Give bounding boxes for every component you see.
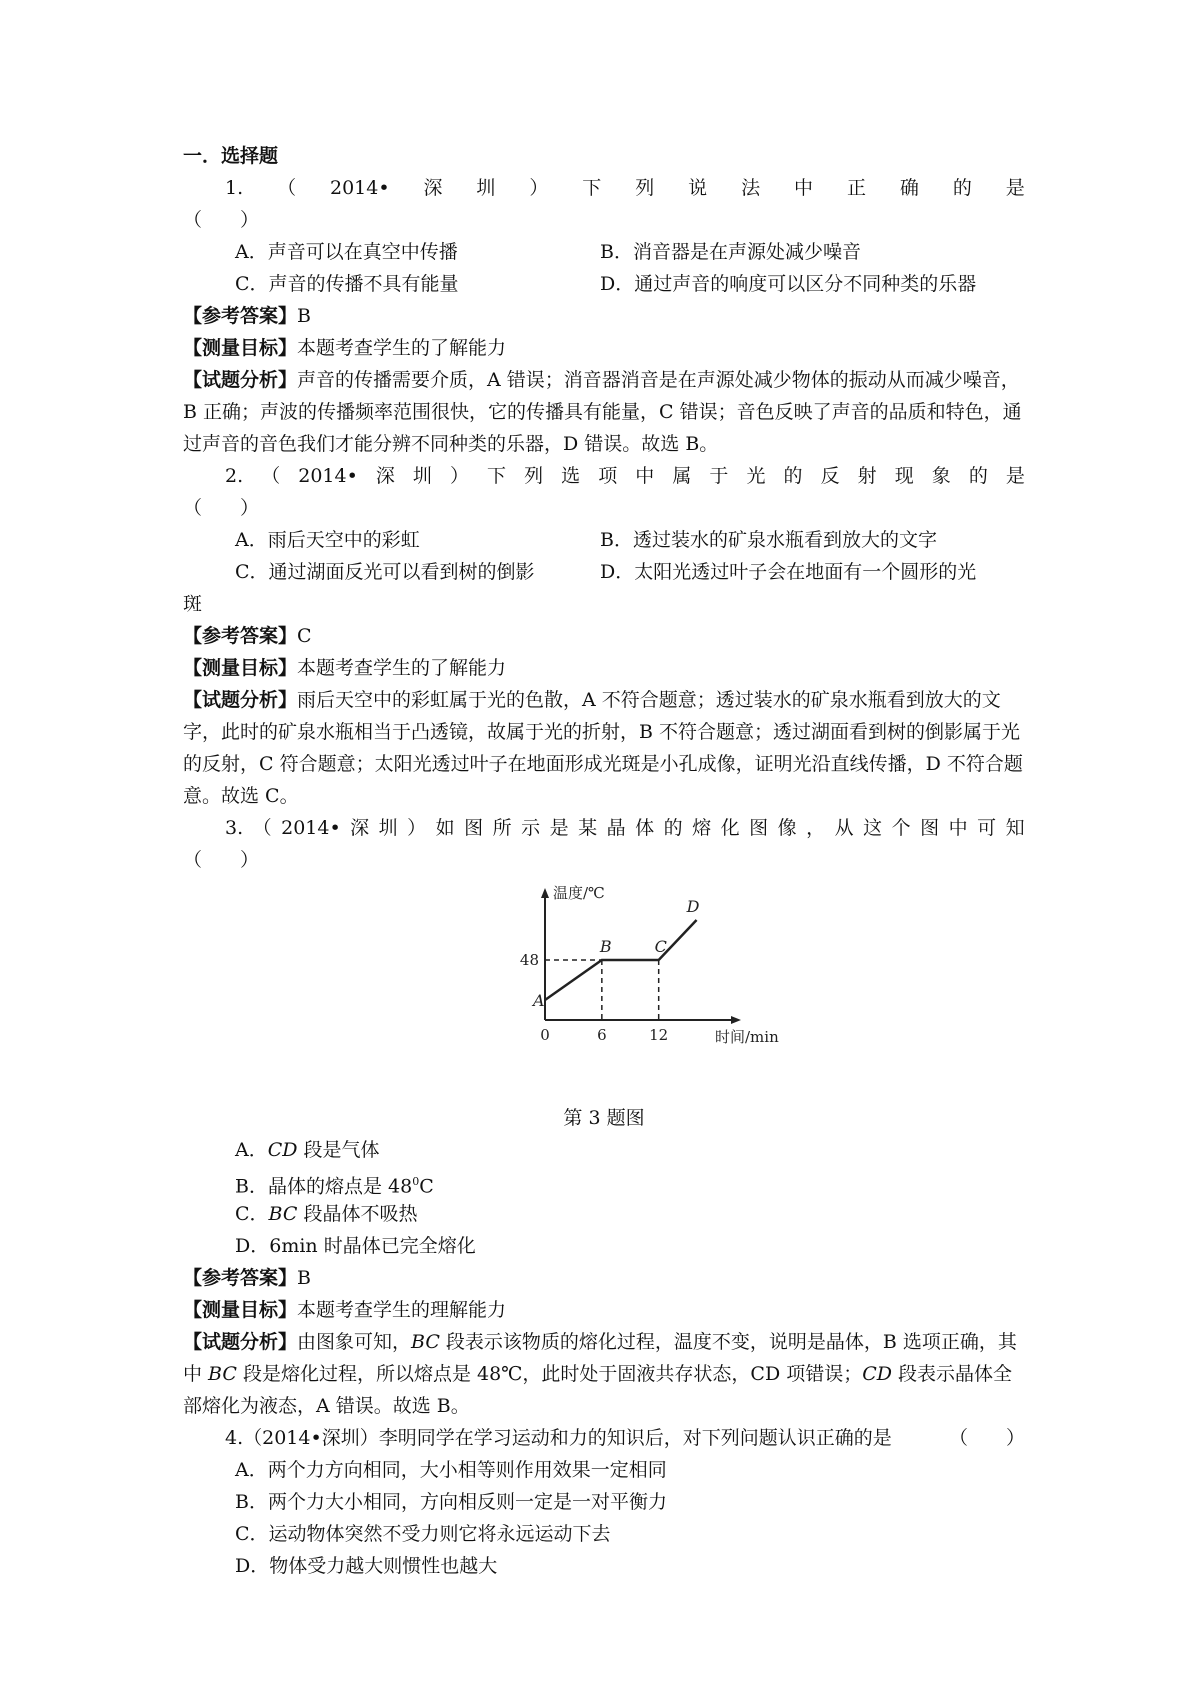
q1-stem-char: 确 [899, 177, 919, 199]
y-tick-label: 48 [519, 951, 539, 969]
point-label-b: B [599, 937, 612, 956]
q3-stem-char: 从 [834, 817, 854, 839]
q2-stem-char: 的 [783, 465, 803, 487]
q2-stem-char: 中 [635, 465, 655, 487]
q3-stem-char: 圳 [378, 817, 398, 839]
q1-stem-char: 深 [423, 177, 443, 199]
q3-stem-char: 熔 [692, 817, 712, 839]
q3-option-a-italic: CD [267, 1139, 298, 1161]
q2-stem-char: 光 [746, 465, 766, 487]
q4-option-c: C．运动物体突然不受力则它将永远运动下去 [235, 1523, 611, 1545]
q1-stem-char: 圳 [476, 177, 496, 199]
q1-stem-char: 1. [225, 177, 244, 199]
q3-option-c-text: 段晶体不吸热 [297, 1203, 418, 1225]
q3-analysis-italic-1: BC [411, 1331, 440, 1353]
q4-option-b: B．两个力大小相同，方向相反则一定是一对平衡力 [235, 1491, 667, 1513]
q2-target-value: 本题考查学生的了解能力 [297, 657, 507, 679]
q2-stem-char: 深 [375, 465, 395, 487]
q3-option-a-text: 段是气体 [297, 1139, 380, 1161]
q4-paren: （ ） [948, 1427, 1025, 1449]
q3-analysis-italic-3: CD [862, 1363, 893, 1385]
x-tick-label: 0 [540, 1026, 550, 1044]
q3-stem-char: 3. [225, 817, 244, 839]
q3-stem-char: 图 [749, 817, 769, 839]
q2-stem-char: 是 [1005, 465, 1025, 487]
point-label-d: D [686, 897, 700, 916]
q4-stem [183, 1422, 1025, 1454]
q2-answer-label: 【参考答案】 [183, 625, 298, 647]
q3-paren: （ ） [183, 849, 260, 871]
q2-stem-char: 2. [225, 465, 244, 487]
q2-stem-char: 现 [894, 465, 914, 487]
q2-stem-char: （ [261, 465, 281, 487]
q3-stem-char: 2014• [281, 817, 341, 839]
section-title: 一．选择题 [183, 145, 279, 167]
q3-option-b-text: B．晶体的熔点是 48 [235, 1175, 413, 1198]
q2-option-d-cont: 斑 [183, 593, 203, 615]
q3-stem-char: （ [252, 817, 272, 839]
q3-option-c [183, 1198, 1025, 1230]
q2-answer-value: C [297, 625, 312, 647]
x-tick-label: 12 [649, 1026, 669, 1044]
q2-stem-char: 于 [709, 465, 729, 487]
q3-stem-char: 体 [635, 817, 655, 839]
q1-stem-char: 是 [1005, 177, 1025, 199]
q3-stem-char: 可 [977, 817, 997, 839]
q1-target [183, 332, 1025, 364]
q2-option-b: B．透过装水的矿泉水瓶看到放大的文字 [600, 529, 937, 551]
q3-stem-char: 如 [435, 817, 455, 839]
point-label-c: C [654, 937, 667, 956]
q2-option-d: D．太阳光透过叶子会在地面有一个圆形的光 [600, 561, 977, 583]
q3-stem-char: 图 [464, 817, 484, 839]
q3-target-label: 【测量目标】 [183, 1299, 298, 1321]
q3-target [183, 1294, 1025, 1326]
q2-option-c: C．通过湖面反光可以看到树的倒影 [235, 561, 535, 583]
q3-option-b-unit: C [419, 1175, 434, 1198]
q2-analysis [183, 684, 1025, 812]
q1-stem-char: 法 [741, 177, 761, 199]
q4-option-a: A．两个力方向相同，大小相等则作用效果一定相同 [235, 1459, 667, 1481]
melting-curve-chart [503, 882, 779, 1052]
q1-stem-char: 2014• [330, 177, 390, 199]
q2-options-row1 [183, 524, 1025, 556]
q3-option-c-italic: BC [268, 1203, 298, 1225]
q2-paren: （ ） [183, 497, 260, 519]
q2-stem-char: 属 [672, 465, 692, 487]
q3-answer-value: B [297, 1267, 311, 1289]
q2-stem-char: 圳 [412, 465, 432, 487]
y-axis-arrow [541, 888, 549, 898]
q1-paren: （ ） [183, 209, 260, 231]
q2-stem-char: 项 [598, 465, 618, 487]
q3-analysis-text-4: 段表示晶体全部熔化为液态，A 错误。故选 B。 [183, 1363, 1013, 1417]
q1-option-d: D．通过声音的响度可以区分不同种类的乐器 [600, 273, 977, 295]
q2-target-label: 【测量目标】 [183, 657, 298, 679]
q3-stem-char: 某 [578, 817, 598, 839]
q1-options-row1 [183, 236, 1025, 268]
q3-answer [183, 1262, 1025, 1294]
q2-stem-char: 列 [524, 465, 544, 487]
q3-stem [183, 812, 1025, 844]
point-label-a: A [533, 991, 545, 1010]
x-axis-label: 时间/min [715, 1028, 779, 1046]
q3-stem-char: 的 [663, 817, 683, 839]
q3-figure-caption: 第 3 题图 [563, 1107, 645, 1129]
q3-option-c-prefix: C． [235, 1203, 269, 1225]
q1-analysis-text: 声音的传播需要介质，A 错误；消音器消音是在声源处减少物体的振动从而减少噪音，B 正确；声波的传播频率范围很快，它的传播具有能量，C 错误；音色反映了声音的品质和特色，通过声音的音色我们才能分辨不同种类的乐器，D 错误。故选 B。 [183, 369, 1022, 455]
q1-analysis-label: 【试题分析】 [183, 369, 298, 391]
q1-answer [183, 300, 1025, 332]
q3-stem-char: 是 [549, 817, 569, 839]
q3-stem-char: 像 [777, 817, 797, 839]
q2-stem-char: ） [449, 465, 469, 487]
q1-target-value: 本题考查学生的了解能力 [297, 337, 507, 359]
q3-analysis-label: 【试题分析】 [183, 1331, 298, 1353]
q2-stem-char: 下 [487, 465, 507, 487]
q2-stem-char: 选 [561, 465, 581, 487]
q2-stem-char: 射 [857, 465, 877, 487]
q3-answer-label: 【参考答案】 [183, 1267, 298, 1289]
q3-stem-char: 化 [720, 817, 740, 839]
q2-stem-char: 反 [820, 465, 840, 487]
q2-analysis-text: 雨后天空中的彩虹属于光的色散，A 不符合题意；透过装水的矿泉水瓶看到放大的文字，此时的矿泉水瓶相当于凸透镜，故属于光的折射，B 不符合题意；透过湖面看到树的倒影属于光的反射，C 符合题意；太阳光透过叶子在地面形成光斑是小孔成像，证明光沿直线传播，D 不符合题意。故选 C。 [183, 689, 1023, 807]
q1-stem-char: 的 [952, 177, 972, 199]
q1-analysis [183, 364, 1025, 460]
q3-stem-char: 知 [1005, 817, 1025, 839]
q2-target [183, 652, 1025, 684]
y-axis-label: 温度/℃ [553, 884, 605, 902]
q1-answer-label: 【参考答案】 [183, 305, 298, 327]
q3-stem-char: 图 [920, 817, 940, 839]
q3-stem-char: 个 [891, 817, 911, 839]
q1-stem-char: 正 [846, 177, 866, 199]
q3-stem-char: 示 [521, 817, 541, 839]
q2-stem-char: 2014• [298, 465, 358, 487]
q2-option-a: A．雨后天空中的彩虹 [235, 529, 420, 551]
q1-option-c: C．声音的传播不具有能量 [235, 273, 459, 295]
q3-option-d: D．6min 时晶体已完全熔化 [235, 1235, 476, 1257]
q1-stem-char: 下 [582, 177, 602, 199]
q3-stem-char: 这 [863, 817, 883, 839]
q1-option-b: B．消音器是在声源处减少噪音 [600, 241, 861, 263]
q2-analysis-label: 【试题分析】 [183, 689, 298, 711]
q1-answer-value: B [297, 305, 311, 327]
q3-stem-char: 中 [948, 817, 968, 839]
x-axis-arrow [731, 1016, 741, 1024]
q1-option-a: A．声音可以在真空中传播 [235, 241, 458, 263]
x-tick-label: 6 [597, 1026, 607, 1044]
q1-stem-char: ） [529, 177, 549, 199]
q3-figure [183, 882, 1025, 1102]
q4-stem-text: 4.（2014•深圳）李明同学在学习运动和力的知识后，对下列问题认识正确的是 [225, 1427, 892, 1449]
document-content [183, 140, 1025, 1582]
q3-option-a-prefix: A． [235, 1139, 268, 1161]
q2-stem-char: 象 [931, 465, 951, 487]
q3-option-a [183, 1134, 1025, 1166]
q1-stem [183, 172, 1025, 204]
q2-options-row2 [183, 556, 1025, 588]
q1-stem-char: 中 [794, 177, 814, 199]
q3-analysis-text-3: 段是熔化过程，所以熔点是 48℃，此时处于固液共存状态，CD 项错误； [236, 1363, 863, 1385]
q3-analysis-italic-2: BC [208, 1363, 237, 1385]
q3-option-b [183, 1166, 1025, 1198]
q3-stem-char: ， [806, 817, 826, 839]
q1-stem-char: 列 [635, 177, 655, 199]
q1-stem-char: （ [277, 177, 297, 199]
q3-analysis-text-1: 由图象可知， [297, 1331, 412, 1353]
q2-answer [183, 620, 1025, 652]
q1-options-row2 [183, 268, 1025, 300]
q1-target-label: 【测量目标】 [183, 337, 298, 359]
q3-analysis-text-2: 段表示该物质的熔化过程，温度不变，说明是晶体，B 选项正确，其中 [183, 1331, 1017, 1385]
q3-analysis [183, 1326, 1025, 1422]
q4-option-d: D．物体受力越大则惯性也越大 [235, 1555, 498, 1577]
q1-stem-char: 说 [688, 177, 708, 199]
q2-stem [183, 460, 1025, 492]
q3-option-b-sup: 0 [412, 1175, 420, 1188]
q3-stem-char: ） [407, 817, 427, 839]
q3-stem-char: 晶 [606, 817, 626, 839]
q2-stem-char: 的 [968, 465, 988, 487]
q3-stem-char: 深 [350, 817, 370, 839]
q3-stem-char: 所 [492, 817, 512, 839]
q3-target-value: 本题考查学生的理解能力 [297, 1299, 507, 1321]
